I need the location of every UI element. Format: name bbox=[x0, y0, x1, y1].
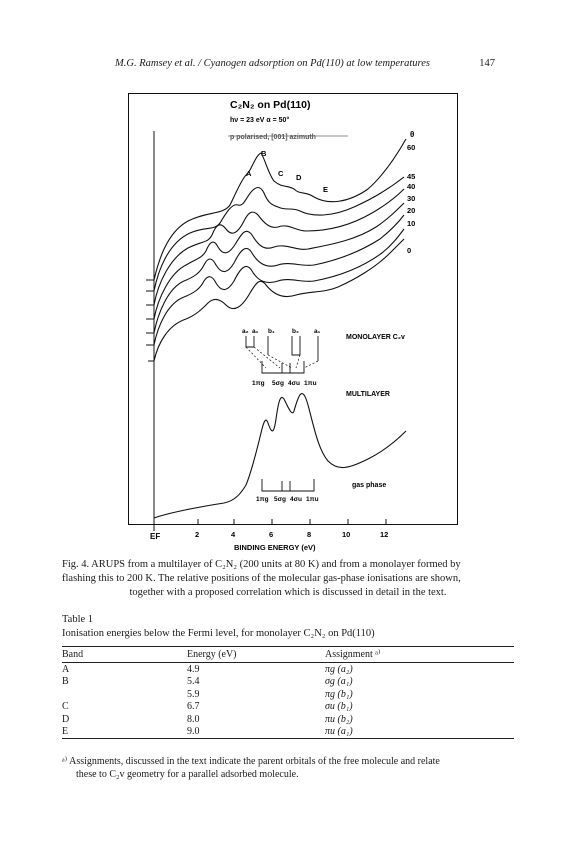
energy-cell: 4.9 bbox=[187, 663, 200, 675]
angle-40: 40 bbox=[407, 182, 416, 191]
table-row bbox=[62, 701, 514, 714]
peak-B: B bbox=[261, 149, 267, 158]
gasphase-ticks bbox=[262, 479, 314, 491]
x-tick-2: 2 bbox=[195, 530, 200, 539]
assignment-cell: πg (b₁) bbox=[325, 688, 353, 700]
table-row bbox=[62, 676, 514, 689]
arups-figure bbox=[128, 93, 458, 555]
spectrum-30 bbox=[146, 203, 404, 319]
x-tick-12: 12 bbox=[380, 530, 389, 539]
orbital-b2: b₂ bbox=[292, 328, 299, 335]
assignment-cell: πu (b₂) bbox=[325, 713, 353, 725]
spectrum-60 bbox=[146, 139, 406, 280]
table-row bbox=[62, 713, 514, 726]
table-row bbox=[62, 726, 514, 739]
theta-label: θ bbox=[410, 130, 415, 139]
peak-C: C bbox=[278, 169, 284, 178]
x-tick-10: 10 bbox=[342, 530, 351, 539]
caption-line-1: Fig. 4. ARUPS from a multilayer of C₂N₂ (200 units at 80 K) and from a monolayer formed by bbox=[62, 559, 461, 570]
orbital-a2: a₂ bbox=[242, 328, 249, 335]
monolayer-label: MONOLAYER C₂v bbox=[346, 334, 405, 341]
orbital-b1: b₁ bbox=[268, 328, 275, 335]
fig-conditions: hν = 23 eV α = 50° bbox=[230, 117, 290, 124]
gp-4sigmau: 4σu bbox=[290, 496, 303, 503]
fig-title: C₂N₂ on Pd(110) bbox=[230, 99, 311, 111]
fig-polarisation: p polarised, [001] azimuth bbox=[230, 134, 316, 141]
orbital-a1-2: a₁ bbox=[314, 328, 321, 335]
energy-cell: 5.9 bbox=[187, 688, 200, 700]
spectrum-45 bbox=[146, 177, 404, 291]
spectrum-0 bbox=[148, 239, 404, 361]
figure-frame bbox=[129, 94, 458, 525]
footnote-line-2: these to C₂v geometry for a parallel adsorbed molecule. bbox=[76, 769, 299, 780]
peak-D: D bbox=[296, 173, 302, 182]
band-cell: E bbox=[62, 726, 69, 738]
running-header bbox=[115, 58, 495, 69]
peak-A: A bbox=[246, 169, 252, 178]
mo-5sigmag: 5σg bbox=[272, 380, 285, 387]
x-tick-4: 4 bbox=[231, 530, 236, 539]
band-cell: A bbox=[62, 663, 70, 675]
mo-1piu: 1πu bbox=[304, 380, 317, 387]
monolayer-orbital-ticks bbox=[246, 336, 318, 361]
page-number: 147 bbox=[479, 58, 495, 69]
band-cell: C bbox=[62, 701, 69, 713]
angle-45: 45 bbox=[407, 172, 416, 181]
caption-line-2: flashing this to 200 K. The relative positions of the molecular gas-phase ionisations are shown, bbox=[62, 573, 461, 584]
assignment-cell: πu (a₁) bbox=[325, 726, 353, 738]
running-title: M.G. Ramsey et al. / Cyanogen adsorption on Pd(110) at low temperatures bbox=[115, 58, 430, 69]
energy-cell: 8.0 bbox=[187, 713, 200, 725]
figure-4 bbox=[128, 93, 458, 555]
figure-caption bbox=[62, 558, 514, 600]
gp-1piu: 1πu bbox=[306, 496, 319, 503]
header-band: Band bbox=[62, 647, 187, 663]
angle-30: 30 bbox=[407, 194, 416, 203]
table-row bbox=[62, 688, 514, 701]
angle-10: 10 bbox=[407, 219, 416, 228]
orbital-a1: a₁ bbox=[252, 328, 259, 335]
mo-1pig: 1πg bbox=[252, 380, 265, 387]
header-assignment: Assignment ᵃ⁾ bbox=[325, 647, 514, 663]
energy-cell: 6.7 bbox=[187, 701, 200, 713]
header-energy: Energy (eV) bbox=[187, 647, 325, 663]
x-axis-label: BINDING ENERGY (eV) bbox=[234, 543, 316, 552]
energy-cell: 5.4 bbox=[187, 676, 200, 688]
footnote-line-1: ᵃ⁾ Assignments, discussed in the text indicate the parent orbitals of the free molecule and relate bbox=[62, 756, 440, 767]
monolayer-spectra bbox=[146, 139, 406, 361]
assignment-cell: πg (a₂) bbox=[325, 663, 353, 675]
mo-4sigmau: 4σu bbox=[288, 380, 301, 387]
band-cell: D bbox=[62, 713, 70, 725]
peak-E: E bbox=[323, 185, 329, 194]
gp-1pig: 1πg bbox=[256, 496, 269, 503]
band-cell: B bbox=[62, 676, 69, 688]
table-row bbox=[62, 663, 514, 676]
table-header-row bbox=[62, 647, 514, 663]
assignment-cell: σu (b₁) bbox=[325, 701, 353, 713]
table-title: Table 1 bbox=[62, 614, 94, 625]
ionisation-table bbox=[62, 646, 514, 739]
band-cell bbox=[62, 688, 187, 701]
x-tick-6: 6 bbox=[269, 530, 274, 539]
table-footnote bbox=[62, 755, 514, 781]
multilayer-label: MULTILAYER bbox=[346, 391, 390, 398]
table-subtitle: Ionisation energies below the Fermi level, for monolayer C₂N₂ on Pd(110) bbox=[62, 628, 375, 639]
x-axis-ticks bbox=[198, 519, 386, 524]
gasphase-label: gas phase bbox=[352, 482, 387, 489]
caption-line-3: together with a proposed correlation which is discussed in detail in the text. bbox=[129, 587, 447, 598]
gp-5sigmag: 5σg bbox=[274, 496, 287, 503]
energy-cell: 9.0 bbox=[187, 726, 200, 738]
assignment-cell: σg (a₁) bbox=[325, 676, 353, 688]
angle-0: 0 bbox=[407, 246, 412, 255]
angle-20: 20 bbox=[407, 206, 416, 215]
angle-60: 60 bbox=[407, 143, 416, 152]
ef-label: EF bbox=[150, 532, 161, 541]
x-tick-8: 8 bbox=[307, 530, 312, 539]
